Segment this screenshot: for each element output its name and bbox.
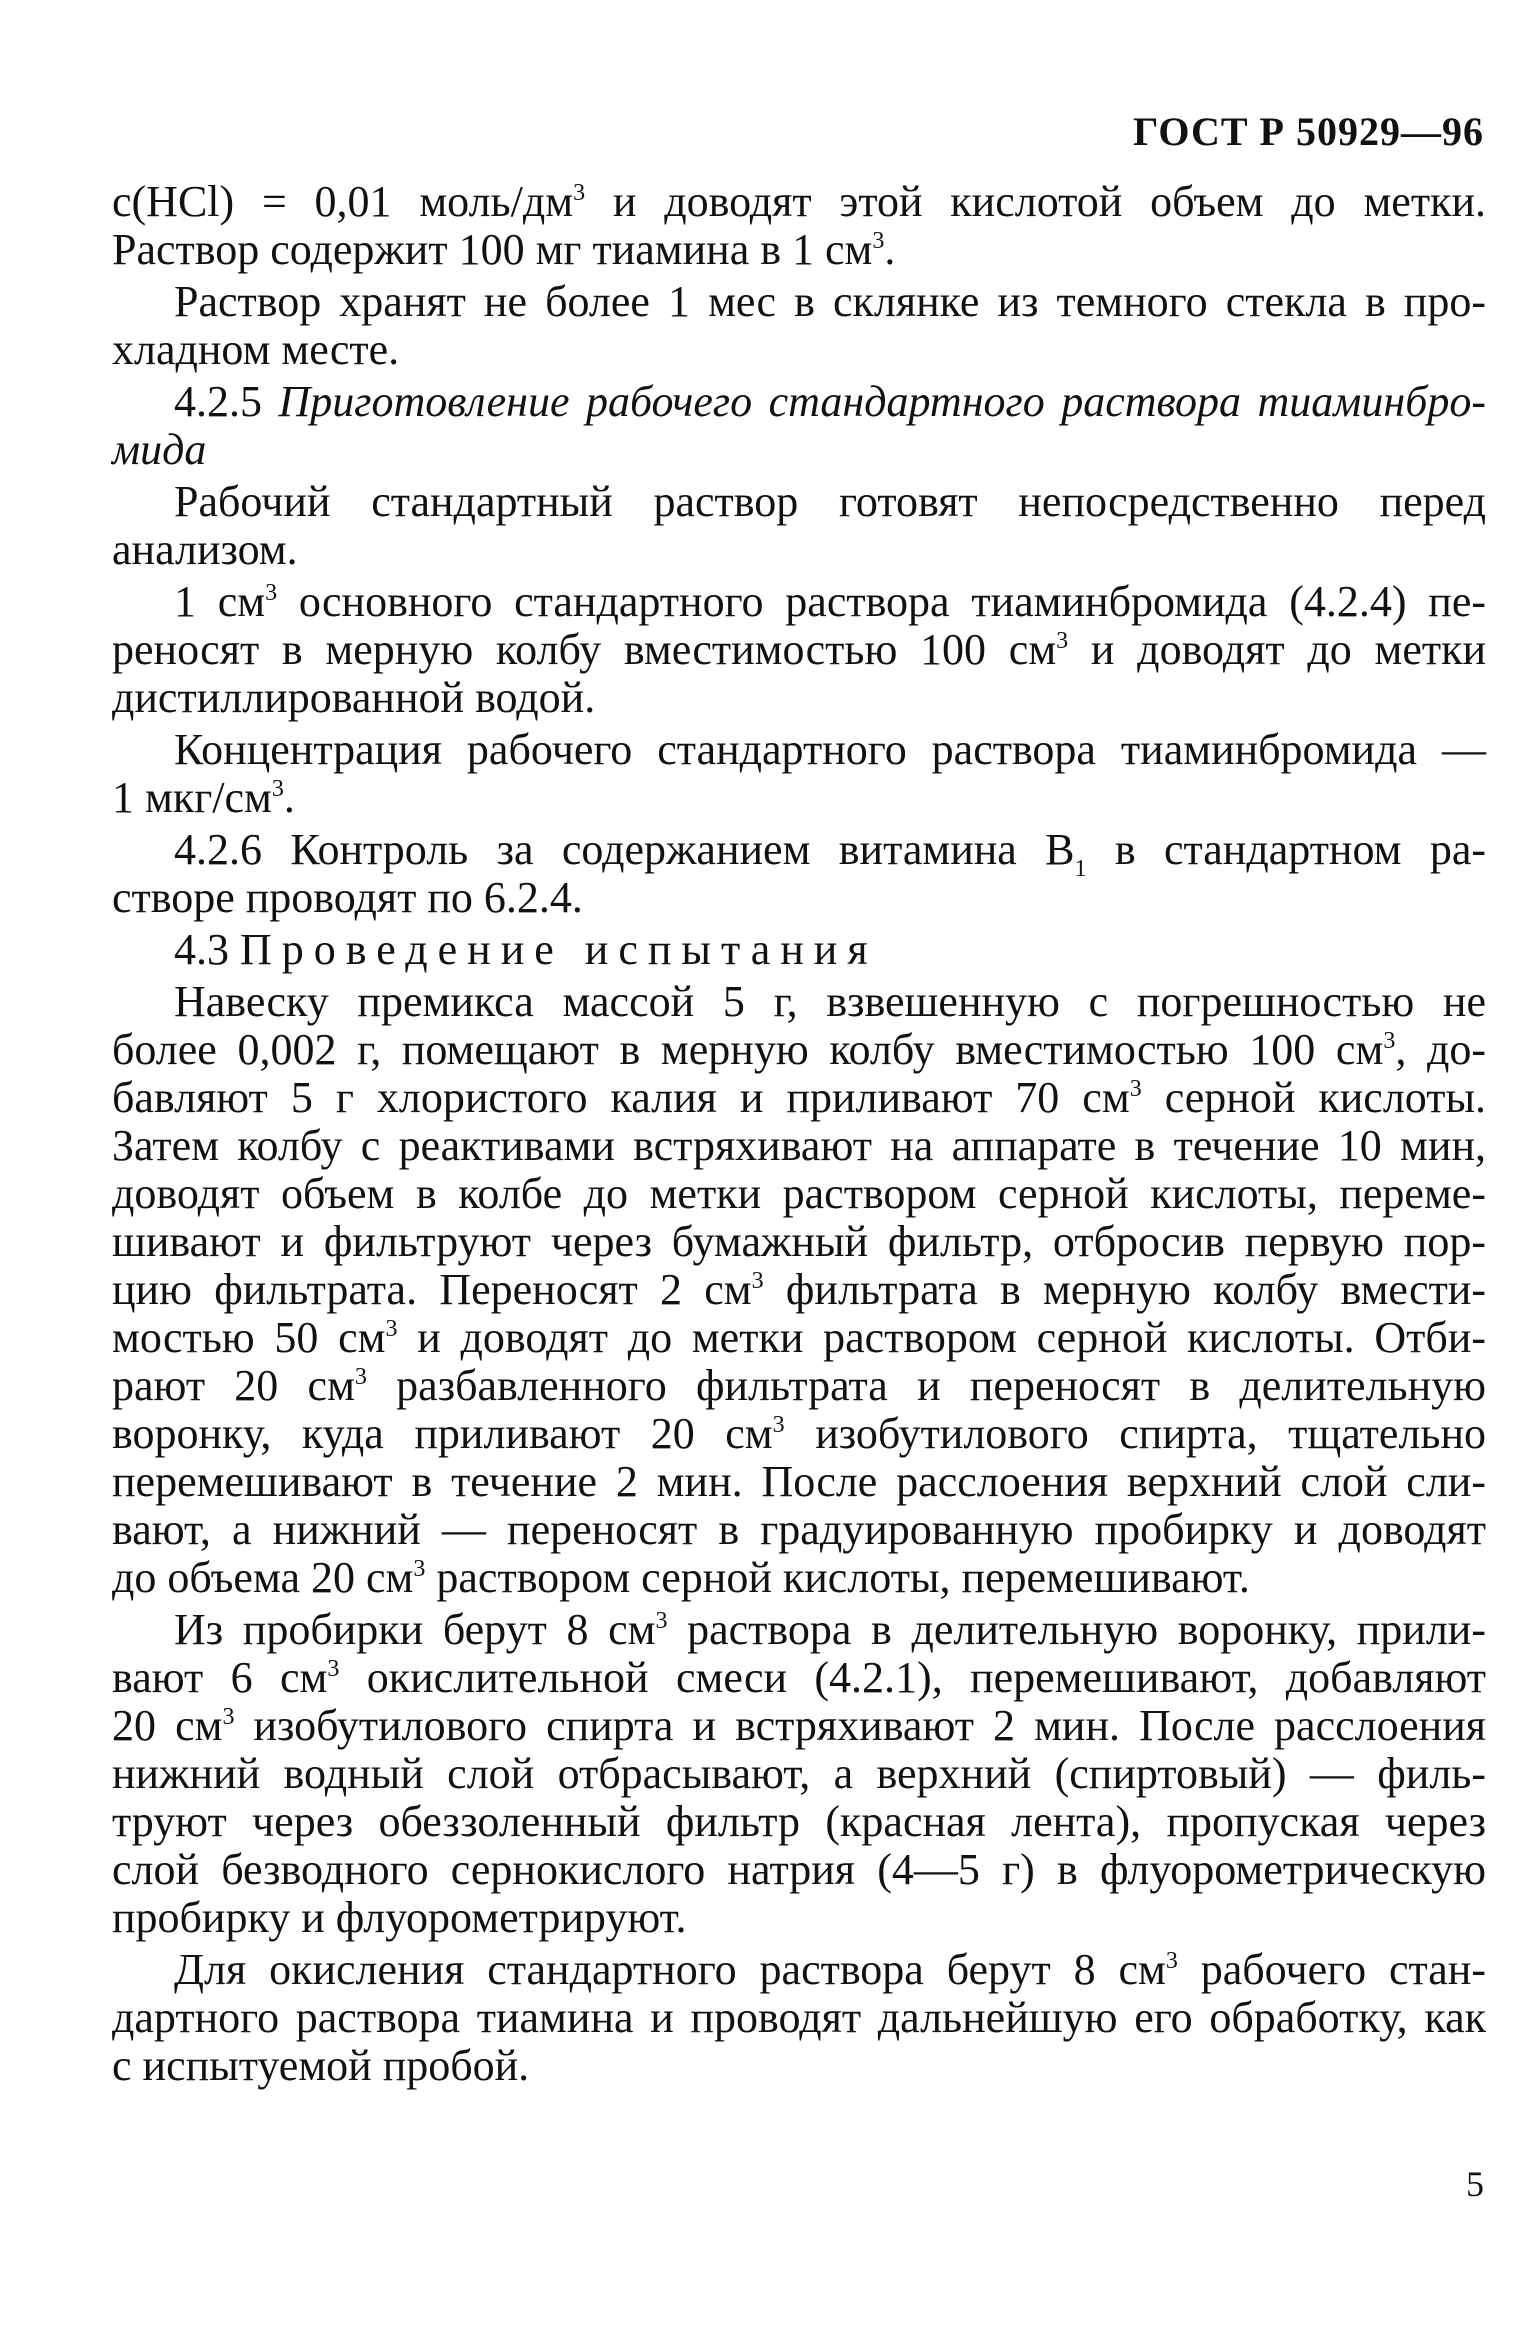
text-line: 4.2.5 Приготовление рабочего стандартного раствора тиаминбро-: [174, 377, 1486, 426]
paragraph: [112, 726, 1486, 822]
text-line: с(HCl) = 0,01 моль/$дм^3$ и доводят этой кислотой объем до метки.: [112, 177, 1486, 226]
section-heading: [112, 926, 1486, 974]
text-line: 1 мкг/$см^3$.: [112, 773, 295, 822]
paragraph: [112, 1606, 1486, 1942]
text-line: вают, а нижний — переносят в градуированную пробирку и доводят: [112, 1505, 1486, 1554]
page-number: 5: [1466, 2164, 1484, 2204]
text-line: хладном месте.: [112, 325, 400, 374]
text-line: бавляют 5 г хлористого калия и приливают 70 $см^3$ серной кислоты.: [112, 1073, 1487, 1122]
section-heading: [112, 378, 1486, 474]
paragraph: [112, 178, 1486, 274]
paragraph: [112, 978, 1486, 1602]
text-line: Из пробирки берут 8 $см^3$ раствора в делительную воронку, прили-: [174, 1605, 1486, 1654]
text-line: Для окисления стандартного раствора берут 8 $см^3$ рабочего стан-: [174, 1945, 1486, 1994]
text-line: дартного раствора тиамина и проводят дальнейшую его обработку, как: [112, 1993, 1486, 2042]
text-line: вают 6 $см^3$ окислительной смеси (4.2.1), перемешивают, добавляют: [112, 1653, 1487, 1702]
text-line: дистиллированной водой.: [112, 673, 596, 722]
text-line: перемешивают в течение 2 мин. После расслоения верхний слой сли-: [112, 1457, 1486, 1506]
paragraph: [112, 478, 1486, 574]
text-line: пробирку и флуорометрируют.: [112, 1893, 687, 1942]
text-line: слой безводного сернокислого натрия (4—5 г) в флуорометрическую: [112, 1845, 1486, 1894]
text-line: 1 $см^3$ основного стандартного раствора тиаминбромида (4.2.4) пе-: [174, 577, 1486, 626]
paragraph: [112, 278, 1486, 374]
text-line: шивают и фильтруют через бумажный фильтр, отбросив первую пор-: [112, 1217, 1486, 1266]
paragraph: [112, 578, 1486, 722]
text-line: рают 20 $см^3$ разбавленного фильтрата и переносят в делительную: [112, 1361, 1487, 1410]
text-line: Рабочий стандартный раствор готовят непосредственно перед: [174, 477, 1486, 526]
text-line: Раствор хранят не более 1 мес в склянке из темного стекла в про-: [174, 277, 1486, 326]
text-line: Затем колбу с реактивами встряхивают на аппарате в течение 10 мин,: [112, 1121, 1486, 1170]
text-line: воронку, куда приливают 20 $см^3$ изобутилового спирта, тщательно: [112, 1409, 1486, 1458]
text-line: более 0,002 г, помещают в мерную колбу вместимостью 100 $см^3$, до-: [112, 1025, 1486, 1074]
text-line: реносят в мерную колбу вместимостью 100 $см^3$ и доводят до метки: [112, 625, 1487, 674]
document-body: [112, 178, 1486, 2090]
text-line: 4.2.6 Контроль за содержанием витамина $B_1$ в стандартном ра-: [174, 825, 1486, 882]
text-line: нижний водный слой отбрасывают, а верхний (спиртовый) — филь-: [112, 1749, 1486, 1798]
text-line: 20 $см^3$ изобутилового спирта и встряхивают 2 мин. После расслоения: [112, 1701, 1486, 1750]
text-line: мостью 50 $см^3$ и доводят до метки раствором серной кислоты. Отби-: [112, 1313, 1486, 1362]
document-header: ГОСТ Р 50929—96: [1132, 109, 1484, 154]
text-line: мида: [112, 425, 207, 474]
text-line: Концентрация рабочего стандартного раствора тиаминбромида —: [174, 725, 1486, 774]
text-line: анализом.: [112, 525, 298, 574]
text-line: с испытуемой пробой.: [112, 2041, 530, 2090]
text-line: до объема 20 $см^3$ раствором серной кислоты, перемешивают.: [112, 1553, 1250, 1602]
text-line: цию фильтрата. Переносят 2 $см^3$ фильтрата в мерную колбу вмести-: [112, 1265, 1486, 1314]
text-line: Навеску премикса массой 5 г, взвешенную с погрешностью не: [174, 977, 1486, 1026]
text-line: Раствор содержит 100 мг тиамина в 1 $см^3$.: [112, 225, 896, 274]
paragraph: [112, 826, 1486, 922]
paragraph: [112, 1946, 1486, 2090]
text-line: труют через обеззоленный фильтр (красная лента), пропуская через: [112, 1797, 1486, 1846]
text-line: 4.3 Проведение испытания: [174, 925, 878, 974]
text-line: доводят объем в колбе до метки раствором серной кислоты, переме-: [112, 1169, 1486, 1218]
text-line: створе проводят по 6.2.4.: [112, 873, 583, 922]
